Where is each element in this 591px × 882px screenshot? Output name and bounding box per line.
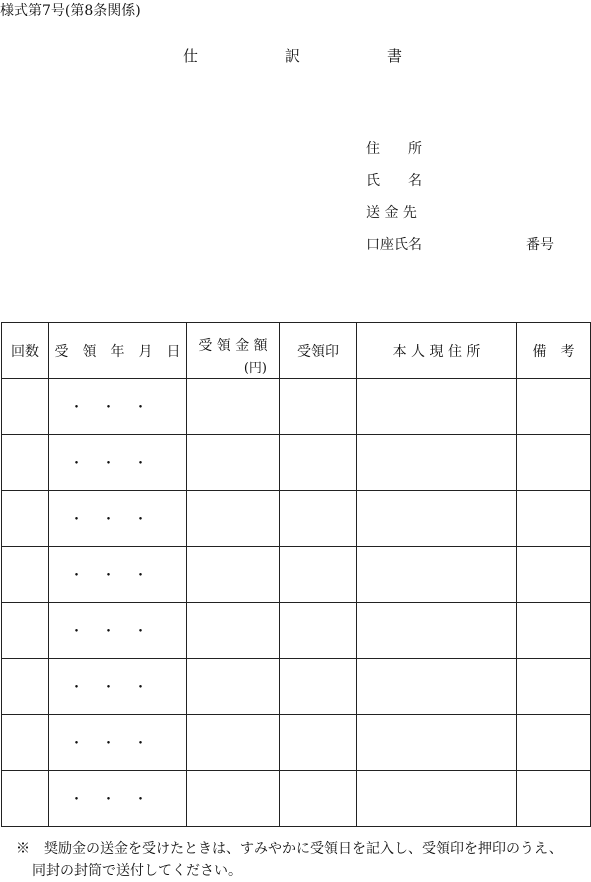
note [16,838,563,882]
account-number-label: 番号 [526,237,554,253]
cell-address[interactable] [357,771,517,827]
table-header-row [2,323,591,379]
cell-date[interactable]: ・・・ [49,547,187,603]
table-row [2,491,591,547]
header-address: 本 人 現 住 所 [357,323,517,379]
header-amount-unit: (円) [243,361,267,376]
table-row [2,715,591,771]
header-count: 回数 [2,323,49,379]
cell-seal[interactable] [280,715,357,771]
note-line-1: ※ 奨励金の送金を受けたときは、すみやかに受領日を記入し、受領印を押印のうえ、 [16,841,563,857]
cell-seal[interactable] [280,435,357,491]
table-row [2,379,591,435]
cell-seal[interactable] [280,771,357,827]
cell-remarks[interactable] [517,715,591,771]
cell-amount[interactable] [187,659,280,715]
destination-label: 送 金 先 [366,205,417,221]
cell-date[interactable]: ・・・ [49,603,187,659]
cell-remarks[interactable] [517,603,591,659]
cell-count[interactable] [2,379,49,435]
account-name-label: 口座氏名 [366,237,422,253]
cell-remarks[interactable] [517,771,591,827]
cell-date[interactable]: ・・・ [49,379,187,435]
table-row [2,547,591,603]
cell-remarks[interactable] [517,435,591,491]
cell-address[interactable] [357,659,517,715]
cell-count[interactable] [2,603,49,659]
cell-amount[interactable] [187,715,280,771]
name-label: 氏 名 [366,173,422,189]
header-amount-label: 受 領 金 額 [198,337,268,354]
cell-amount[interactable] [187,603,280,659]
cell-seal[interactable] [280,659,357,715]
cell-date[interactable]: ・・・ [49,491,187,547]
cell-remarks[interactable] [517,547,591,603]
table-row [2,435,591,491]
cell-date[interactable]: ・・・ [49,659,187,715]
cell-address[interactable] [357,491,517,547]
title-char-1: 仕 [183,47,199,65]
cell-amount[interactable] [187,771,280,827]
note-line-2: 同封の封筒で送付してください。 [32,863,242,879]
ledger-table [1,322,591,827]
cell-amount[interactable] [187,547,280,603]
cell-count[interactable] [2,491,49,547]
cell-address[interactable] [357,379,517,435]
document-title [0,45,591,65]
table-row [2,659,591,715]
cell-amount[interactable] [187,491,280,547]
address-label: 住 所 [366,141,422,157]
table-row [2,603,591,659]
header-seal: 受領印 [280,323,357,379]
cell-count[interactable] [2,715,49,771]
cell-remarks[interactable] [517,379,591,435]
header-date: 受 領 年 月 日 [49,323,187,379]
cell-count[interactable] [2,659,49,715]
title-char-2: 訳 [285,47,301,65]
header-amount [187,323,280,379]
table-row [2,771,591,827]
cell-date[interactable]: ・・・ [49,771,187,827]
title-char-3: 書 [387,47,403,65]
cell-count[interactable] [2,771,49,827]
cell-address[interactable] [357,715,517,771]
cell-count[interactable] [2,547,49,603]
form-number: 様式第7号(第8条関係) [0,3,141,19]
cell-address[interactable] [357,603,517,659]
cell-seal[interactable] [280,603,357,659]
cell-date[interactable]: ・・・ [49,715,187,771]
cell-seal[interactable] [280,379,357,435]
cell-address[interactable] [357,435,517,491]
cell-seal[interactable] [280,491,357,547]
cell-remarks[interactable] [517,659,591,715]
cell-address[interactable] [357,547,517,603]
header-remarks: 備 考 [517,323,591,379]
cell-seal[interactable] [280,547,357,603]
cell-date[interactable]: ・・・ [49,435,187,491]
cell-amount[interactable] [187,435,280,491]
cell-remarks[interactable] [517,491,591,547]
cell-count[interactable] [2,435,49,491]
cell-amount[interactable] [187,379,280,435]
